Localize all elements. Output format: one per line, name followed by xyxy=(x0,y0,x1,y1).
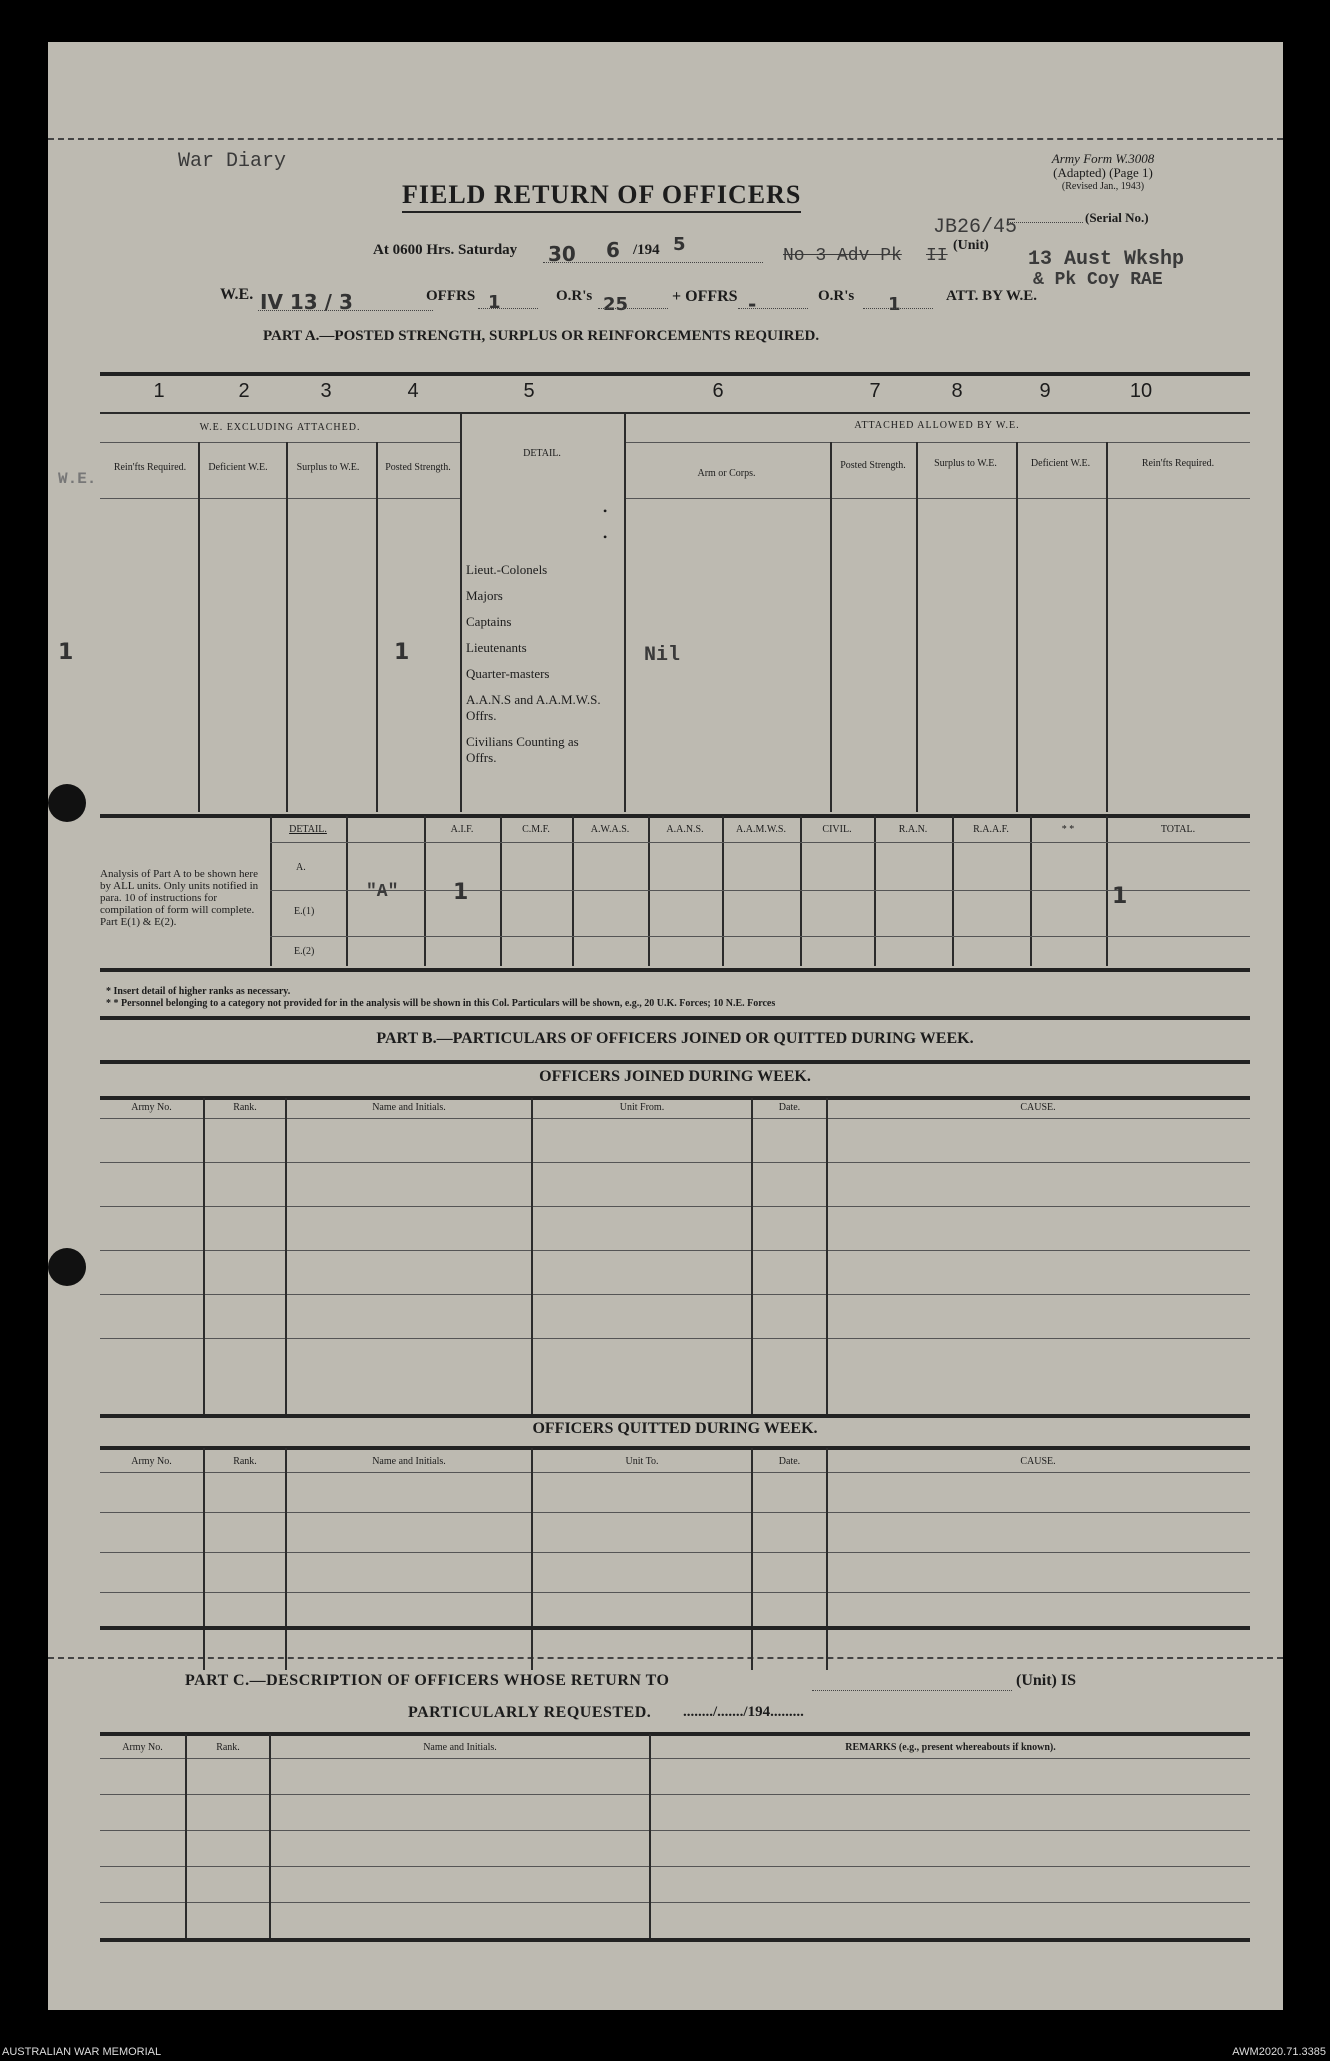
quitted-bottom-rule xyxy=(100,1626,1250,1630)
offrs-value: 1 xyxy=(488,292,501,313)
form-title: FIELD RETURN OF OFFICERS xyxy=(402,180,801,213)
group-right-header: ATTACHED ALLOWED BY W.E. xyxy=(854,420,1020,431)
quitted-row-rule xyxy=(100,1512,1250,1513)
part-c-col-line xyxy=(649,1734,651,1940)
analysis-col-line xyxy=(270,816,272,966)
analysis-col-header: A.A.M.W.S. xyxy=(736,824,786,835)
joined-col-line xyxy=(751,1098,753,1414)
quitted-col-line xyxy=(751,1448,753,1670)
date-dotted-line xyxy=(543,262,763,263)
quitted-title: OFFICERS QUITTED DURING WEEK. xyxy=(532,1420,818,1437)
analysis-col-line xyxy=(800,816,802,966)
rank-item: A.A.N.S and A.A.M.W.S. Offrs. xyxy=(466,692,601,723)
part-c-col-line xyxy=(185,1734,187,1940)
plus-ors-dotted-line xyxy=(863,308,933,309)
plus-ors-value: 1 xyxy=(888,294,901,315)
joined-row-rule xyxy=(100,1250,1250,1251)
arm-value: Nil xyxy=(644,644,681,667)
deficient-header: Deficient W.E. xyxy=(208,462,268,473)
quitted-row-rule xyxy=(100,1552,1250,1553)
rank-item: Lieutenants xyxy=(466,640,527,655)
plus-ors-label: O.R's xyxy=(818,288,855,304)
part-a-col-line xyxy=(1106,442,1108,812)
date-day: 30 xyxy=(548,242,576,266)
detail-header: DETAIL. xyxy=(523,448,561,459)
unit-typed-line2: & Pk Coy RAE xyxy=(1033,270,1163,290)
joined-col-line xyxy=(203,1098,205,1414)
analysis-col-header: A.W.A.S. xyxy=(590,824,630,835)
unit-typed-line1: 13 Aust Wkshp xyxy=(1028,248,1185,271)
reinfts-att-header: Rein'fts Required. xyxy=(1141,458,1215,469)
punch-hole xyxy=(48,1248,86,1286)
we-strength-value: 1 xyxy=(58,640,74,665)
joined-row-rule xyxy=(100,1338,1250,1339)
ranks-dot: • xyxy=(603,530,608,544)
plus-offrs-dotted-line xyxy=(738,308,808,309)
part-a-col-line xyxy=(286,442,288,812)
analysis-col-line xyxy=(1106,816,1108,966)
analysis-col-line xyxy=(500,816,502,966)
analysis-note: * * Personnel belonging to a category not provided for in the analysis will be shown in this Col. Particulars will be shown, e.g., 20 U.K. Forces; 10 N.E. Forces xyxy=(106,998,776,1009)
analysis-col-header: A.I.F. xyxy=(450,824,474,835)
column-number: 6 xyxy=(712,380,724,402)
unit-struck: No 3 Adv Pk xyxy=(783,246,902,266)
document-sheet xyxy=(48,42,1283,2010)
analysis-col-line xyxy=(346,816,348,966)
we-stamp: W.E. xyxy=(58,470,97,488)
part-a-subheader-rule xyxy=(624,498,1250,499)
quitted-header-rule xyxy=(100,1472,1250,1473)
offrs-dotted-line xyxy=(478,308,538,309)
analysis-row-rule xyxy=(270,890,1250,891)
part-a-col-line xyxy=(376,442,378,812)
group-right-rule xyxy=(624,442,1250,443)
joined-row-rule xyxy=(100,1206,1250,1207)
joined-row-rule xyxy=(100,1294,1250,1295)
analysis-col-line xyxy=(1030,816,1032,966)
joined-header: Rank. xyxy=(233,1102,257,1113)
joined-col-line xyxy=(826,1098,828,1414)
joined-top-rule xyxy=(100,1096,1250,1100)
plus-offrs-label: + OFFRS xyxy=(672,288,738,305)
we-dotted-line xyxy=(258,310,433,311)
part-c-bottom-rule xyxy=(100,1938,1250,1942)
quitted-col-line xyxy=(826,1448,828,1670)
analysis-col-line xyxy=(874,816,876,966)
part-c-unit-dotted-line xyxy=(812,1690,1012,1691)
quitted-col-line xyxy=(285,1448,287,1670)
quitted-col-line xyxy=(531,1448,533,1670)
rank-item: Lieut.-Colonels xyxy=(466,562,548,577)
army-form-line3: (Revised Jan., 1943) xyxy=(1061,181,1145,192)
part-c-row-rule xyxy=(100,1830,1250,1831)
rank-item: Civilians Counting as Offrs. xyxy=(466,734,579,765)
posted-att-header: Posted Strength. xyxy=(840,460,906,471)
part-c-row-rule xyxy=(100,1794,1250,1795)
perforation-line xyxy=(48,138,1283,140)
column-number: 10 xyxy=(1129,380,1153,402)
quitted-col-line xyxy=(203,1448,205,1670)
analysis-col-line xyxy=(648,816,650,966)
rank-item: Quarter-masters xyxy=(466,666,550,681)
date-year-prefix: /194 xyxy=(633,242,660,258)
quitted-header: Name and Initials. xyxy=(372,1456,446,1467)
footer-right: AWM2020.71.3385 xyxy=(1232,2046,1326,2058)
part-c-header: Rank. xyxy=(216,1742,240,1753)
part-a-col-line xyxy=(1016,442,1018,812)
part-c-row-rule xyxy=(100,1902,1250,1903)
analysis-col-header: C.M.F. xyxy=(522,824,550,835)
analysis-a-marker: "A" xyxy=(366,882,399,902)
deficient-att-header: Deficient W.E. xyxy=(1030,458,1091,469)
serial-label: (Serial No.) xyxy=(1085,210,1149,225)
analysis-header-rule xyxy=(270,842,1250,843)
quitted-header: Unit To. xyxy=(625,1456,659,1467)
army-form-line1: Army Form W.3008 xyxy=(1051,151,1155,166)
analysis-note: * Insert detail of higher ranks as necessary. xyxy=(106,986,291,997)
analysis-col-header: * * xyxy=(1061,824,1075,835)
joined-header: Name and Initials. xyxy=(372,1102,446,1113)
part-c-header: REMARKS (e.g., present whereabouts if known). xyxy=(845,1742,1056,1753)
ors-value: 25 xyxy=(603,294,629,315)
part-c-col-line xyxy=(269,1734,271,1940)
group-left-rule xyxy=(100,442,460,443)
unit-roman: II xyxy=(926,246,948,266)
unit-label: (Unit) xyxy=(953,238,989,253)
analysis-col-header: TOTAL. xyxy=(1160,824,1196,835)
serial-dotted-line xyxy=(1008,222,1083,223)
army-form-label xyxy=(988,152,1218,194)
analysis-row-label: A. xyxy=(296,862,306,873)
part-a-header-rule xyxy=(100,412,1250,414)
column-number: 7 xyxy=(869,380,881,402)
part-a-top-rule xyxy=(100,372,1250,376)
analysis-row-label: E.(1) xyxy=(294,906,315,917)
part-c-top-rule xyxy=(100,1732,1250,1736)
footer-left: AUSTRALIAN WAR MEMORIAL xyxy=(2,2046,162,2058)
joined-row-rule xyxy=(100,1162,1250,1163)
part-c-title-line1: PART C.—DESCRIPTION OF OFFICERS WHOSE RETURN TO xyxy=(185,1672,670,1689)
analysis-total-value: 1 xyxy=(1112,884,1128,909)
rank-item: Captains xyxy=(466,614,512,629)
joined-col-line xyxy=(531,1098,533,1414)
serial-typed: JB26/45 xyxy=(933,216,1018,239)
quitted-header: Rank. xyxy=(233,1456,257,1467)
column-number: 4 xyxy=(407,380,419,402)
analysis-col-header: CIVIL. xyxy=(822,824,852,835)
date-year-suffix: 5 xyxy=(673,234,686,255)
part-a-col-line xyxy=(198,442,200,812)
joined-header-rule xyxy=(100,1118,1250,1119)
analysis-label: Analysis of Part A to be shown here by ALL units. Only units notified in para. 10 of instructions for compilation of form will complete. Part E(1) & E(2). xyxy=(100,868,259,928)
part-a-title: PART A.—POSTED STRENGTH, SURPLUS OR REINFORCEMENTS REQUIRED. xyxy=(263,328,820,344)
date-month: 6 xyxy=(606,238,620,262)
part-c-unit-label: (Unit) IS xyxy=(1016,1672,1077,1689)
we-value: IV 13 / 3 xyxy=(260,290,353,314)
posted-header: Posted Strength. xyxy=(385,462,451,473)
perforation-line xyxy=(48,1657,1283,1659)
part-b-title: PART B.—PARTICULARS OF OFFICERS JOINED OR QUITTED DURING WEEK. xyxy=(376,1030,974,1047)
joined-col-line xyxy=(285,1098,287,1414)
arm-header: Arm or Corps. xyxy=(697,468,756,479)
column-number: 8 xyxy=(951,380,963,402)
part-c-title-line2: PARTICULARLY REQUESTED. xyxy=(408,1704,652,1721)
surplus-header: Surplus to W.E. xyxy=(296,462,360,473)
column-number: 2 xyxy=(238,380,250,402)
analysis-col-header: R.A.A.F. xyxy=(973,824,1009,835)
analysis-aif-value: 1 xyxy=(453,880,469,905)
joined-bottom-rule xyxy=(100,1414,1250,1418)
part-c-date-blank: ......../......./194......... xyxy=(683,1704,804,1720)
ors-label: O.R's xyxy=(556,288,593,304)
part-a-subheader-rule xyxy=(100,498,460,499)
part-a-col-line xyxy=(830,442,832,812)
analysis-col-header: R.A.N. xyxy=(898,824,928,835)
att-label: ATT. BY W.E. xyxy=(946,288,1038,304)
column-number: 5 xyxy=(523,380,535,402)
part-c-row-rule xyxy=(100,1866,1250,1867)
column-number: 3 xyxy=(320,380,332,402)
offrs-label: OFFRS xyxy=(426,288,476,304)
ranks-dot: • xyxy=(603,504,608,518)
column-number: 9 xyxy=(1039,380,1051,402)
quitted-row-rule xyxy=(100,1592,1250,1593)
group-left-header: W.E. EXCLUDING ATTACHED. xyxy=(199,422,361,433)
rank-item: Majors xyxy=(466,588,503,603)
at-hrs-label: At 0600 Hrs. Saturday xyxy=(373,242,518,258)
joined-header: Unit From. xyxy=(619,1102,665,1113)
analysis-col-line xyxy=(722,816,724,966)
surplus-att-header: Surplus to W.E. xyxy=(934,458,997,469)
posted-strength-value: 1 xyxy=(394,640,410,665)
quitted-header: CAUSE. xyxy=(1020,1456,1056,1467)
analysis-col-line xyxy=(572,816,574,966)
joined-title: OFFICERS JOINED DURING WEEK. xyxy=(539,1068,811,1085)
analysis-col-header: A.A.N.S. xyxy=(666,824,704,835)
plus-offrs-value: - xyxy=(748,292,757,316)
part-b-rule xyxy=(100,1060,1250,1064)
part-c-header-rule xyxy=(100,1758,1250,1759)
joined-header: Army No. xyxy=(131,1102,172,1113)
joined-header: Date. xyxy=(778,1102,801,1113)
part-c-header: Army No. xyxy=(122,1742,163,1753)
rank-list xyxy=(466,562,626,766)
analysis-row-rule xyxy=(270,936,1250,937)
quitted-header: Army No. xyxy=(131,1456,172,1467)
analysis-detail-header: DETAIL. xyxy=(289,824,327,835)
part-c-header: Name and Initials. xyxy=(423,1742,497,1753)
column-number: 1 xyxy=(153,380,165,402)
analysis-col-line xyxy=(424,816,426,966)
notes-bottom-rule xyxy=(100,1016,1250,1020)
we-label: W.E. xyxy=(220,286,254,303)
quitted-header: Date. xyxy=(778,1456,801,1467)
analysis-top-rule xyxy=(100,814,1250,818)
army-form-line2: (Adapted) (Page 1) xyxy=(1053,165,1153,180)
ors-dotted-line xyxy=(598,308,668,309)
analysis-bottom-rule xyxy=(100,968,1250,972)
part-a-col-line xyxy=(460,412,462,812)
quitted-top-rule xyxy=(100,1446,1250,1450)
joined-header: CAUSE. xyxy=(1020,1102,1056,1113)
part-a-col-line xyxy=(916,442,918,812)
war-diary-annotation: War Diary xyxy=(178,150,287,173)
analysis-col-line xyxy=(952,816,954,966)
reinfts-header: Rein'fts Required. xyxy=(113,462,187,473)
punch-hole xyxy=(48,784,86,822)
analysis-row-label: E.(2) xyxy=(294,946,315,957)
